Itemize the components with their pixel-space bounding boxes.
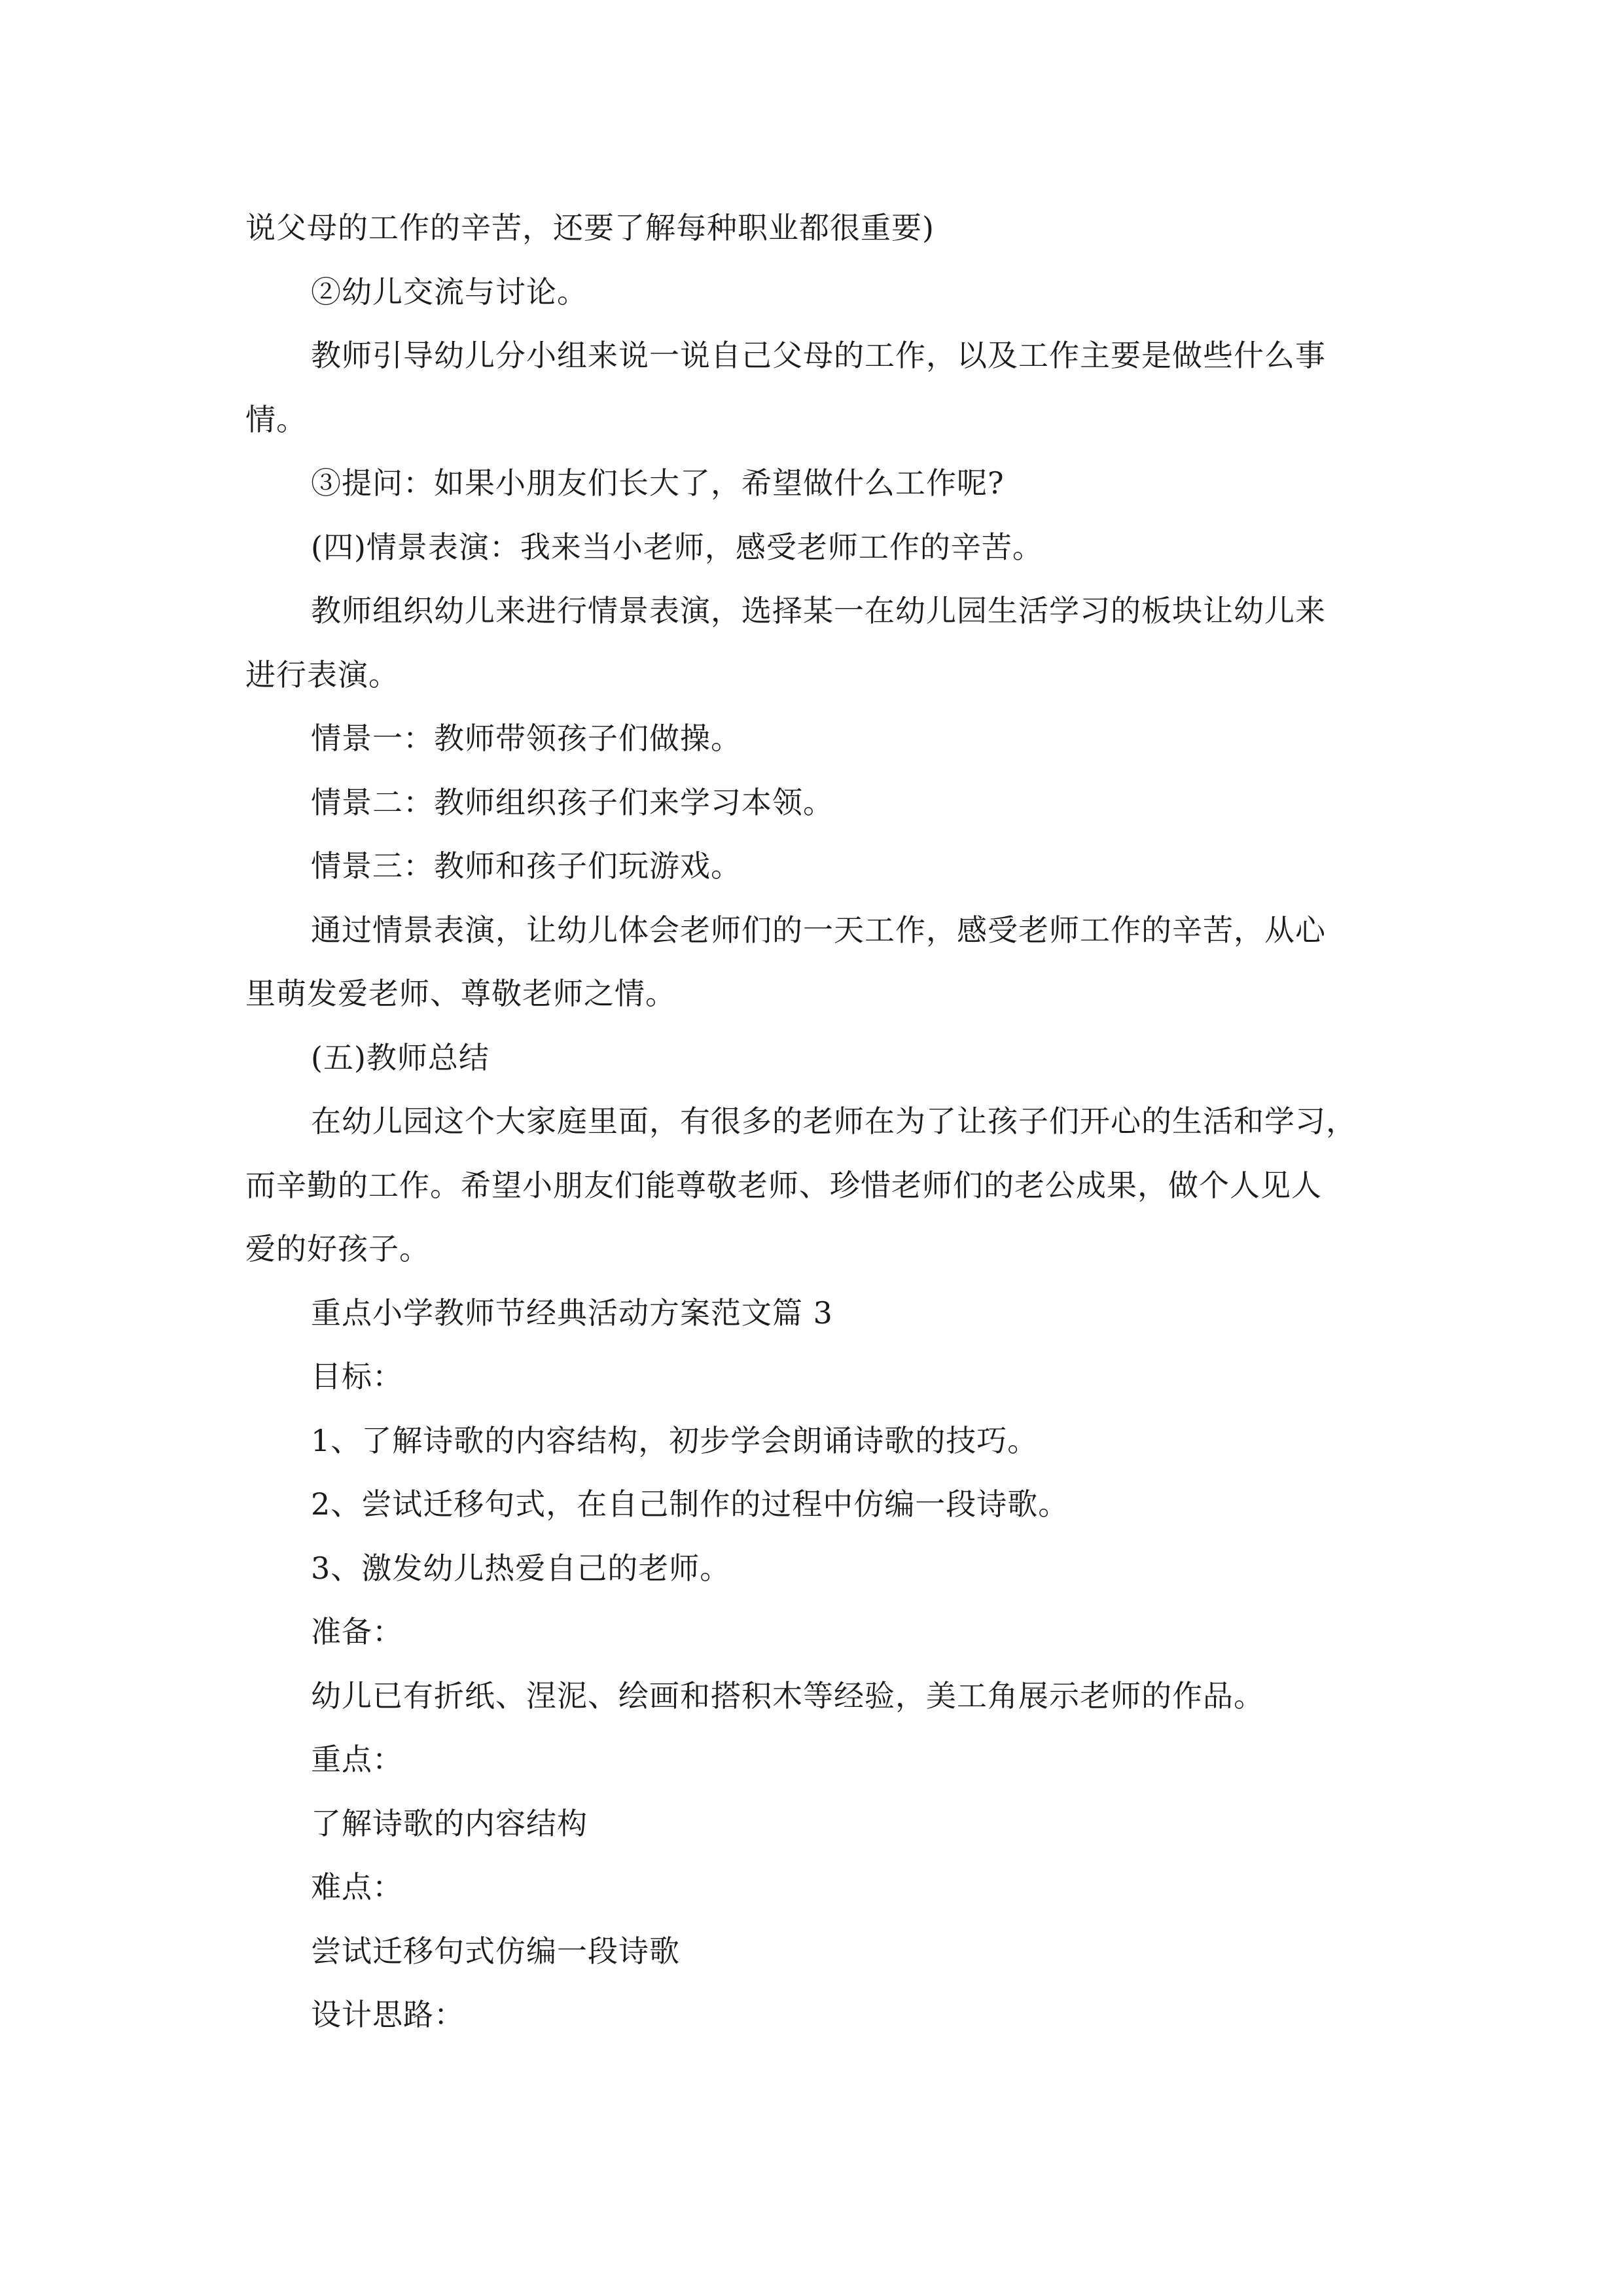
text-line: 重点： xyxy=(311,1742,403,1777)
text-line: 通过情景表演，让幼儿体会老师们的一天工作，感受老师工作的辛苦，从心 xyxy=(311,912,1326,948)
text-line: 难点： xyxy=(311,1869,403,1905)
text-line: 了解诗歌的内容结构 xyxy=(311,1805,588,1841)
text-line: 情景三：教师和孩子们玩游戏。 xyxy=(311,848,741,884)
text-line: 1、了解诗歌的内容结构，初步学会朗诵诗歌的技巧。 xyxy=(311,1422,1039,1458)
text-line: ②幼儿交流与讨论。 xyxy=(311,274,588,310)
text-line: 在幼儿园这个大家庭里面，有很多的老师在为了让孩子们开心的生活和学习， xyxy=(311,1103,1357,1139)
text-line: 爱的好孩子。 xyxy=(245,1231,430,1266)
text-line: 教师组织幼儿来进行情景表演，选择某一在幼儿园生活学习的板块让幼儿来 xyxy=(311,593,1326,628)
text-line: 重点小学教师节经典活动方案范文篇 3 xyxy=(311,1295,833,1331)
text-line: 情。 xyxy=(245,401,307,437)
text-line: 教师引导幼儿分小组来说一说自己父母的工作，以及工作主要是做些什么事 xyxy=(311,338,1326,373)
text-line: 说父母的工作的辛苦，还要了解每种职业都很重要) xyxy=(245,210,935,245)
text-line: 2、尝试迁移句式，在自己制作的过程中仿编一段诗歌。 xyxy=(311,1486,1069,1522)
text-line: 尝试迁移句式仿编一段诗歌 xyxy=(311,1933,680,1969)
text-line: 而辛勤的工作。希望小朋友们能尊敬老师、珍惜老师们的老公成果，做个人见人 xyxy=(245,1167,1322,1203)
text-line: (五)教师总结 xyxy=(311,1039,490,1075)
text-line: 情景一：教师带领孩子们做操。 xyxy=(311,721,741,756)
text-line: 准备： xyxy=(311,1614,403,1649)
text-line: 情景二：教师组织孩子们来学习本领。 xyxy=(311,784,834,820)
text-line: ③提问：如果小朋友们长大了，希望做什么工作呢? xyxy=(311,465,1005,501)
text-line: 设计思路： xyxy=(311,1997,465,2032)
text-line: 3、激发幼儿热爱自己的老师。 xyxy=(311,1550,731,1586)
text-line: (四)情景表演：我来当小老师，感受老师工作的辛苦。 xyxy=(311,529,1043,565)
document-body xyxy=(245,196,1381,2047)
text-line: 里萌发爱老师、尊敬老师之情。 xyxy=(245,976,676,1011)
text-line: 进行表演。 xyxy=(245,656,399,692)
text-line: 幼儿已有折纸、涅泥、绘画和搭积木等经验，美工角展示老师的作品。 xyxy=(311,1677,1264,1713)
text-line: 目标： xyxy=(311,1359,403,1394)
